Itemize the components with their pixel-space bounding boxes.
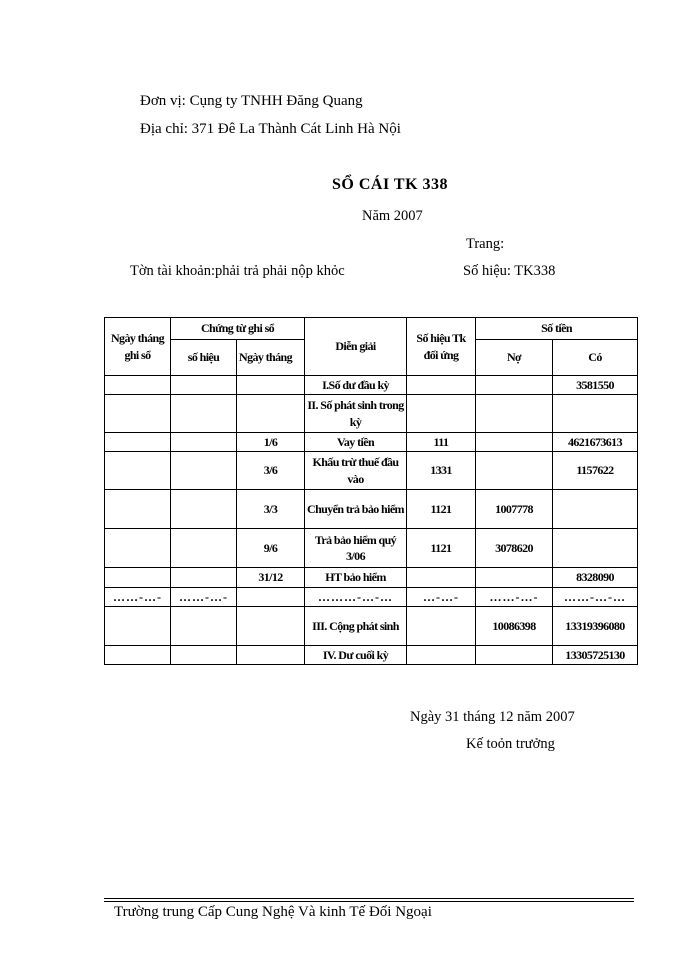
cell-counter-account: 1121: [407, 529, 476, 568]
account-number: Số hiệu: TK338: [463, 263, 556, 279]
cell-credit: 3581550: [553, 376, 638, 395]
ledger-table: [104, 317, 638, 665]
document-title: SỔ CÁI TK 338: [332, 176, 449, 193]
cell-counter-account: [407, 568, 476, 588]
address-line: Địa chỉ: 371 Đê La Thành Cát Linh Hà Nội: [140, 121, 401, 137]
cell-counter-account: 111: [407, 433, 476, 452]
cell-description: Vay tiền: [305, 433, 407, 452]
footer-rule-bottom: [104, 901, 634, 902]
cell-date: [105, 646, 171, 665]
cell-voucher-date: 3/3: [237, 490, 305, 529]
cell-voucher-number: [171, 433, 237, 452]
cell-credit: 8328090: [553, 568, 638, 588]
cell-voucher-date: 3/6: [237, 452, 305, 490]
cell-counter-account: [407, 376, 476, 395]
footer-text: Trường trung Cấp Cung Nghệ Và kinh Tế Đối Ngoại: [114, 904, 432, 920]
table-row: [105, 433, 638, 452]
cell-voucher-date: 9/6: [237, 529, 305, 568]
cell-voucher-number: [171, 395, 237, 433]
cell-voucher-date: 1/6: [237, 433, 305, 452]
footer-rule-top: [104, 898, 634, 899]
cell-date: ……-…-: [105, 588, 171, 607]
cell-date: [105, 568, 171, 588]
cell-credit: 1157622: [553, 452, 638, 490]
col-header-credit: Có: [553, 340, 638, 376]
cell-voucher-date: [237, 376, 305, 395]
col-header-voucher-date: Ngày tháng: [237, 340, 305, 376]
cell-debit: [476, 395, 553, 433]
cell-credit: [553, 490, 638, 529]
cell-counter-account: …-…-: [407, 588, 476, 607]
table-row: [105, 395, 638, 433]
cell-description: Chuyển trả bảo hiểm: [305, 490, 407, 529]
cell-debit: [476, 376, 553, 395]
cell-date: [105, 395, 171, 433]
table-row: [105, 568, 638, 588]
cell-description: Khấu trừ thuế đầu vào: [305, 452, 407, 490]
cell-description: Trả bảo hiểm quý 3/06: [305, 529, 407, 568]
cell-debit: [476, 646, 553, 665]
col-header-description: Diễn giải: [305, 318, 407, 376]
cell-voucher-date: 31/12: [237, 568, 305, 588]
account-name: Tờn tài khoản:phải trả phải nộp khỏc: [130, 263, 345, 279]
table-row-ellipsis: [105, 588, 638, 607]
col-header-voucher: Chứng từ ghi sổ: [171, 318, 305, 340]
table-row: [105, 529, 638, 568]
cell-counter-account: [407, 646, 476, 665]
page-label: Trang:: [466, 236, 505, 252]
cell-debit: [476, 452, 553, 490]
cell-voucher-number: [171, 568, 237, 588]
cell-description: I.Số dư đầu kỳ: [305, 376, 407, 395]
cell-description: ………-…-…: [305, 588, 407, 607]
cell-voucher-number: [171, 490, 237, 529]
cell-debit: [476, 568, 553, 588]
cell-debit: [476, 433, 553, 452]
cell-description: IV. Dư cuối kỳ: [305, 646, 407, 665]
table-row: [105, 376, 638, 395]
cell-credit: [553, 529, 638, 568]
cell-date: [105, 529, 171, 568]
cell-voucher-date: [237, 395, 305, 433]
cell-counter-account: 1121: [407, 490, 476, 529]
col-header-debit: Nợ: [476, 340, 553, 376]
cell-credit: [553, 395, 638, 433]
table-row: [105, 607, 638, 646]
cell-counter-account: [407, 395, 476, 433]
cell-voucher-number: ……-…-: [171, 588, 237, 607]
cell-description: II. Số phát sinh trong kỳ: [305, 395, 407, 433]
cell-voucher-date: [237, 646, 305, 665]
signature-role: Kế toỏn trưởng: [466, 736, 555, 752]
cell-voucher-number: [171, 646, 237, 665]
cell-description: III. Cộng phát sinh: [305, 607, 407, 646]
cell-voucher-number: [171, 452, 237, 490]
col-header-counter-account: Số hiệu Tk đối ứng: [407, 318, 476, 376]
unit-line: Đơn vị: Cụng ty TNHH Đăng Quang: [140, 93, 363, 109]
cell-debit: 10086398: [476, 607, 553, 646]
cell-voucher-date: [237, 607, 305, 646]
cell-date: [105, 433, 171, 452]
header-row-1: [105, 318, 638, 340]
cell-credit: ……-…-…: [553, 588, 638, 607]
cell-credit: 13319396080: [553, 607, 638, 646]
cell-voucher-date: [237, 588, 305, 607]
cell-date: [105, 452, 171, 490]
cell-credit: 13305725130: [553, 646, 638, 665]
cell-debit: ……-…-: [476, 588, 553, 607]
col-header-date: Ngày tháng ghi sổ: [105, 318, 171, 376]
col-header-amount: Số tiền: [476, 318, 638, 340]
cell-debit: 1007778: [476, 490, 553, 529]
cell-counter-account: 1331: [407, 452, 476, 490]
cell-date: [105, 607, 171, 646]
col-header-voucher-number: số hiệu: [171, 340, 237, 376]
cell-debit: 3078620: [476, 529, 553, 568]
table-row: [105, 490, 638, 529]
cell-voucher-number: [171, 529, 237, 568]
cell-credit: 4621673613: [553, 433, 638, 452]
cell-date: [105, 490, 171, 529]
cell-counter-account: [407, 607, 476, 646]
signature-date: Ngày 31 tháng 12 năm 2007: [410, 709, 575, 725]
cell-voucher-number: [171, 607, 237, 646]
table-row: [105, 452, 638, 490]
table-row: [105, 646, 638, 665]
cell-date: [105, 376, 171, 395]
cell-description: HT bảo hiểm: [305, 568, 407, 588]
year-label: Năm 2007: [362, 208, 423, 224]
cell-voucher-number: [171, 376, 237, 395]
